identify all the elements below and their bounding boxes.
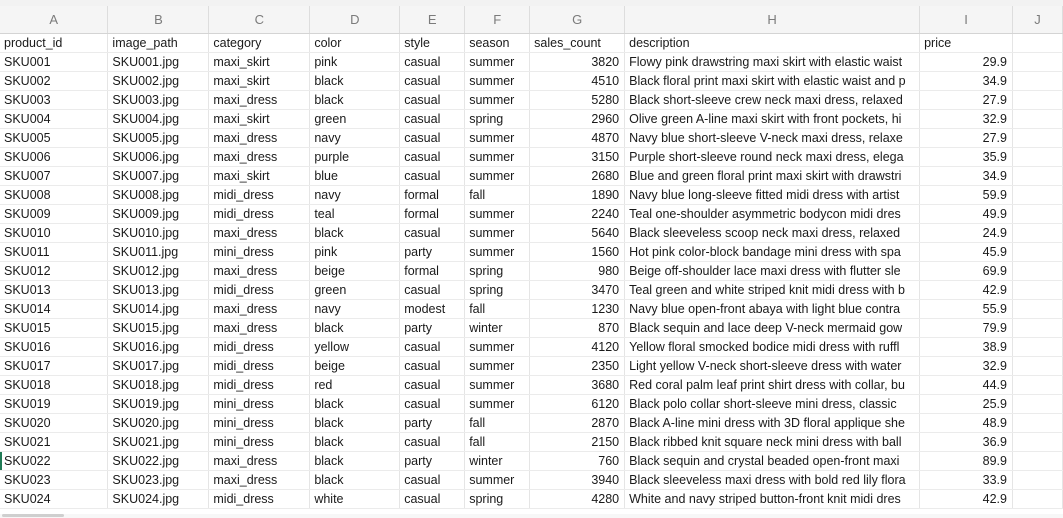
cell[interactable]: 48.9 (920, 414, 1013, 433)
cell[interactable]: 980 (530, 262, 625, 281)
cell[interactable]: green (310, 110, 400, 129)
cell[interactable]: SKU011.jpg (108, 243, 209, 262)
column-header-row (0, 6, 1063, 34)
column-header-f[interactable]: F (465, 6, 530, 34)
cell[interactable]: mini_dress (209, 395, 310, 414)
cell[interactable]: summer (465, 129, 530, 148)
cell[interactable]: 69.9 (920, 262, 1013, 281)
cell[interactable]: party (400, 243, 465, 262)
cell[interactable]: maxi_skirt (209, 53, 310, 72)
cell[interactable]: maxi_skirt (209, 110, 310, 129)
cell[interactable]: fall (465, 300, 530, 319)
cell[interactable]: 3820 (530, 53, 625, 72)
cell[interactable]: 49.9 (920, 205, 1013, 224)
column-header-a[interactable]: A (0, 6, 108, 34)
table-row (0, 433, 1063, 452)
table-row (0, 262, 1063, 281)
cell[interactable]: SKU014 (0, 300, 108, 319)
cell[interactable]: 2150 (530, 433, 625, 452)
table-row (0, 167, 1063, 186)
cell[interactable]: black (310, 91, 400, 110)
header-cell[interactable] (1013, 34, 1063, 53)
cell[interactable]: 55.9 (920, 300, 1013, 319)
cell[interactable]: casual (400, 167, 465, 186)
cell[interactable]: SKU003.jpg (108, 91, 209, 110)
cell[interactable]: 89.9 (920, 452, 1013, 471)
table-row (0, 186, 1063, 205)
cell[interactable]: midi_dress (209, 376, 310, 395)
cell[interactable]: Black short-sleeve crew neck maxi dress, relaxed (625, 91, 920, 110)
cell[interactable]: 760 (530, 452, 625, 471)
cell[interactable]: casual (400, 224, 465, 243)
cell[interactable]: 4510 (530, 72, 625, 91)
cell[interactable] (1013, 243, 1063, 262)
cell[interactable] (1013, 357, 1063, 376)
cell[interactable]: maxi_dress (209, 262, 310, 281)
cell[interactable]: SKU009.jpg (108, 205, 209, 224)
cell[interactable]: casual (400, 72, 465, 91)
cell[interactable]: beige (310, 262, 400, 281)
cell[interactable]: SKU010 (0, 224, 108, 243)
cell[interactable]: maxi_dress (209, 319, 310, 338)
cell[interactable]: SKU012 (0, 262, 108, 281)
table-row (0, 452, 1063, 471)
cell[interactable]: casual (400, 281, 465, 300)
cell[interactable]: SKU009 (0, 205, 108, 224)
column-header-j[interactable]: J (1013, 6, 1063, 34)
cell[interactable]: blue (310, 167, 400, 186)
cell[interactable]: SKU004 (0, 110, 108, 129)
header-cell[interactable]: category (209, 34, 310, 53)
cell[interactable]: formal (400, 262, 465, 281)
table-row (0, 490, 1063, 509)
cell[interactable]: Black sleeveless maxi dress with bold red lily flora (625, 471, 920, 490)
cell[interactable]: Light yellow V-neck short-sleeve dress with water (625, 357, 920, 376)
cell[interactable]: 34.9 (920, 72, 1013, 91)
cell[interactable]: SKU018.jpg (108, 376, 209, 395)
cell[interactable]: 1230 (530, 300, 625, 319)
cell[interactable]: black (310, 319, 400, 338)
cell[interactable] (1013, 224, 1063, 243)
table-row (0, 243, 1063, 262)
column-header-h[interactable]: H (625, 6, 920, 34)
column-header-i[interactable]: I (920, 6, 1013, 34)
cell[interactable]: SKU013 (0, 281, 108, 300)
cell[interactable]: Hot pink color-block bandage mini dress with spa (625, 243, 920, 262)
table-row (0, 91, 1063, 110)
cell[interactable]: mini_dress (209, 414, 310, 433)
cell[interactable] (1013, 91, 1063, 110)
cell[interactable]: party (400, 452, 465, 471)
cell[interactable]: navy (310, 186, 400, 205)
cell[interactable]: 2960 (530, 110, 625, 129)
cell[interactable]: SKU021.jpg (108, 433, 209, 452)
column-header-e[interactable]: E (400, 6, 465, 34)
cell[interactable]: 38.9 (920, 338, 1013, 357)
cell[interactable]: midi_dress (209, 186, 310, 205)
cell[interactable]: 36.9 (920, 433, 1013, 452)
table-row (0, 281, 1063, 300)
cell[interactable]: SKU018 (0, 376, 108, 395)
cell[interactable]: 34.9 (920, 167, 1013, 186)
cell[interactable]: SKU002.jpg (108, 72, 209, 91)
cell[interactable]: SKU002 (0, 72, 108, 91)
spreadsheet-grid (0, 6, 1063, 509)
cell[interactable]: SKU005.jpg (108, 129, 209, 148)
cell[interactable]: casual (400, 110, 465, 129)
cell[interactable]: summer (465, 224, 530, 243)
header-cell[interactable]: season (465, 34, 530, 53)
cell[interactable]: winter (465, 319, 530, 338)
cell[interactable]: Purple short-sleeve round neck maxi dress, elega (625, 148, 920, 167)
cell[interactable]: maxi_skirt (209, 72, 310, 91)
cell[interactable]: spring (465, 281, 530, 300)
cell[interactable]: formal (400, 186, 465, 205)
cell[interactable]: summer (465, 243, 530, 262)
header-cell[interactable]: color (310, 34, 400, 53)
cell[interactable]: mini_dress (209, 243, 310, 262)
cell[interactable]: 4120 (530, 338, 625, 357)
cell[interactable]: black (310, 72, 400, 91)
cell[interactable]: teal (310, 205, 400, 224)
cell[interactable]: summer (465, 205, 530, 224)
cell[interactable]: 1560 (530, 243, 625, 262)
cell[interactable] (1013, 452, 1063, 471)
cell[interactable]: casual (400, 91, 465, 110)
cell[interactable]: SKU019.jpg (108, 395, 209, 414)
cell[interactable]: black (310, 433, 400, 452)
header-cell[interactable]: style (400, 34, 465, 53)
cell[interactable] (1013, 110, 1063, 129)
cell[interactable]: Navy blue short-sleeve V-neck maxi dress, relaxe (625, 129, 920, 148)
cell[interactable]: maxi_dress (209, 471, 310, 490)
cell[interactable]: spring (465, 490, 530, 509)
cell[interactable] (1013, 72, 1063, 91)
cell[interactable]: casual (400, 490, 465, 509)
cell[interactable]: SKU007 (0, 167, 108, 186)
cell[interactable]: yellow (310, 338, 400, 357)
cell[interactable] (1013, 471, 1063, 490)
cell[interactable]: White and navy striped button-front knit midi dres (625, 490, 920, 509)
cell[interactable]: summer (465, 338, 530, 357)
cell[interactable]: black (310, 224, 400, 243)
cell[interactable]: midi_dress (209, 281, 310, 300)
cell[interactable] (1013, 490, 1063, 509)
cell[interactable]: summer (465, 167, 530, 186)
cell[interactable]: 32.9 (920, 110, 1013, 129)
cell[interactable] (1013, 300, 1063, 319)
cell[interactable]: 42.9 (920, 281, 1013, 300)
cell[interactable]: casual (400, 148, 465, 167)
table-row (0, 319, 1063, 338)
table-row (0, 110, 1063, 129)
cell[interactable]: 27.9 (920, 129, 1013, 148)
cell[interactable]: 5640 (530, 224, 625, 243)
cell[interactable]: 4870 (530, 129, 625, 148)
table-row (0, 224, 1063, 243)
cell[interactable]: SKU017.jpg (108, 357, 209, 376)
cell[interactable]: 1890 (530, 186, 625, 205)
cell[interactable] (1013, 53, 1063, 72)
cell[interactable]: mini_dress (209, 433, 310, 452)
cell[interactable]: SKU001.jpg (108, 53, 209, 72)
cell[interactable] (1013, 376, 1063, 395)
cell[interactable]: SKU020.jpg (108, 414, 209, 433)
table-row (0, 338, 1063, 357)
cell[interactable]: 44.9 (920, 376, 1013, 395)
cell[interactable]: 2870 (530, 414, 625, 433)
cell[interactable]: party (400, 414, 465, 433)
cell[interactable]: Blue and green floral print maxi skirt with drawstri (625, 167, 920, 186)
cell[interactable]: SKU007.jpg (108, 167, 209, 186)
cell[interactable]: SKU008 (0, 186, 108, 205)
cell[interactable]: casual (400, 471, 465, 490)
cell[interactable]: SKU006 (0, 148, 108, 167)
cell[interactable]: SKU022 (0, 452, 108, 471)
column-header-d[interactable]: D (310, 6, 400, 34)
cell[interactable]: SKU014.jpg (108, 300, 209, 319)
cell[interactable] (1013, 414, 1063, 433)
cell[interactable]: spring (465, 262, 530, 281)
cell[interactable]: summer (465, 471, 530, 490)
cell[interactable]: maxi_dress (209, 452, 310, 471)
cell[interactable]: SKU015.jpg (108, 319, 209, 338)
cell[interactable]: winter (465, 452, 530, 471)
table-row (0, 414, 1063, 433)
cell[interactable]: black (310, 414, 400, 433)
cell[interactable]: maxi_dress (209, 129, 310, 148)
cell[interactable] (1013, 129, 1063, 148)
cell[interactable]: Beige off-shoulder lace maxi dress with flutter sle (625, 262, 920, 281)
cell[interactable]: summer (465, 376, 530, 395)
cell[interactable]: 27.9 (920, 91, 1013, 110)
cell[interactable]: SKU020 (0, 414, 108, 433)
cell[interactable]: SKU004.jpg (108, 110, 209, 129)
cell[interactable]: SKU011 (0, 243, 108, 262)
cell[interactable]: SKU019 (0, 395, 108, 414)
table-row (0, 471, 1063, 490)
cell[interactable]: 2680 (530, 167, 625, 186)
cell[interactable]: SKU024 (0, 490, 108, 509)
table-row (0, 129, 1063, 148)
cell[interactable] (1013, 262, 1063, 281)
cell[interactable]: midi_dress (209, 205, 310, 224)
cell[interactable]: red (310, 376, 400, 395)
cell[interactable]: Black sequin and crystal beaded open-front maxi (625, 452, 920, 471)
cell[interactable]: 2350 (530, 357, 625, 376)
cell[interactable]: casual (400, 338, 465, 357)
cell[interactable]: spring (465, 110, 530, 129)
cell[interactable]: 25.9 (920, 395, 1013, 414)
cell[interactable]: 45.9 (920, 243, 1013, 262)
cell[interactable] (1013, 433, 1063, 452)
column-header-g[interactable]: G (530, 6, 625, 34)
cell[interactable]: SKU006.jpg (108, 148, 209, 167)
table-row (0, 148, 1063, 167)
cell[interactable]: green (310, 281, 400, 300)
cell[interactable]: 4280 (530, 490, 625, 509)
scrollbar-thumb[interactable] (2, 514, 64, 517)
cell[interactable]: 3470 (530, 281, 625, 300)
cell[interactable] (1013, 148, 1063, 167)
cell[interactable]: summer (465, 91, 530, 110)
cell[interactable]: SKU023 (0, 471, 108, 490)
cell[interactable]: Teal one-shoulder asymmetric bodycon midi dres (625, 205, 920, 224)
table-row (0, 205, 1063, 224)
cell[interactable]: 3680 (530, 376, 625, 395)
cell[interactable]: navy (310, 300, 400, 319)
cell[interactable]: Black sleeveless scoop neck maxi dress, relaxed (625, 224, 920, 243)
table-row (0, 72, 1063, 91)
header-cell[interactable]: description (625, 34, 920, 53)
cell[interactable] (1013, 319, 1063, 338)
header-cell[interactable]: price (920, 34, 1013, 53)
cell[interactable]: fall (465, 433, 530, 452)
cell[interactable]: midi_dress (209, 357, 310, 376)
cell[interactable] (1013, 186, 1063, 205)
horizontal-scrollbar[interactable] (0, 514, 1063, 518)
cell[interactable]: maxi_dress (209, 300, 310, 319)
cell[interactable]: summer (465, 53, 530, 72)
cell[interactable] (1013, 395, 1063, 414)
column-header-c[interactable]: C (209, 6, 310, 34)
cell[interactable]: maxi_dress (209, 148, 310, 167)
header-cell[interactable]: product_id (0, 34, 108, 53)
table-row (0, 300, 1063, 319)
cell[interactable]: casual (400, 357, 465, 376)
cell[interactable]: casual (400, 53, 465, 72)
cell[interactable]: SKU010.jpg (108, 224, 209, 243)
cell[interactable]: Black sequin and lace deep V-neck mermaid gow (625, 319, 920, 338)
cell[interactable] (1013, 167, 1063, 186)
cell[interactable]: 2240 (530, 205, 625, 224)
cell[interactable]: Black A-line mini dress with 3D floral applique she (625, 414, 920, 433)
column-header-b[interactable]: B (108, 6, 209, 34)
cell[interactable]: fall (465, 186, 530, 205)
cell[interactable]: summer (465, 395, 530, 414)
cell[interactable]: summer (465, 357, 530, 376)
cell[interactable]: pink (310, 53, 400, 72)
cell[interactable]: SKU016.jpg (108, 338, 209, 357)
cell[interactable]: midi_dress (209, 338, 310, 357)
cell[interactable]: 3150 (530, 148, 625, 167)
cell[interactable]: SKU017 (0, 357, 108, 376)
cell[interactable]: Yellow floral smocked bodice midi dress with ruffl (625, 338, 920, 357)
cell[interactable]: 35.9 (920, 148, 1013, 167)
cell[interactable]: 5280 (530, 91, 625, 110)
cell[interactable]: Black floral print maxi skirt with elastic waist and p (625, 72, 920, 91)
cell[interactable]: 29.9 (920, 53, 1013, 72)
cell[interactable]: SKU021 (0, 433, 108, 452)
cell[interactable]: modest (400, 300, 465, 319)
cell[interactable]: fall (465, 414, 530, 433)
cell[interactable]: Red coral palm leaf print shirt dress with collar, bu (625, 376, 920, 395)
cell[interactable] (1013, 205, 1063, 224)
cell[interactable]: SKU013.jpg (108, 281, 209, 300)
header-cell[interactable]: sales_count (530, 34, 625, 53)
cell[interactable]: 6120 (530, 395, 625, 414)
cell[interactable]: Black polo collar short-sleeve mini dress, classic (625, 395, 920, 414)
cell[interactable]: Black ribbed knit square neck mini dress with ball (625, 433, 920, 452)
cell[interactable]: black (310, 471, 400, 490)
cell[interactable]: 59.9 (920, 186, 1013, 205)
cell[interactable]: casual (400, 395, 465, 414)
cell[interactable]: party (400, 319, 465, 338)
cell[interactable]: casual (400, 129, 465, 148)
cell[interactable]: SKU001 (0, 53, 108, 72)
cell[interactable]: Olive green A-line maxi skirt with front pockets, hi (625, 110, 920, 129)
cell[interactable]: casual (400, 433, 465, 452)
table-row (0, 376, 1063, 395)
cell[interactable]: SKU003 (0, 91, 108, 110)
cell[interactable]: SKU012.jpg (108, 262, 209, 281)
cell[interactable]: SKU015 (0, 319, 108, 338)
cell[interactable]: 32.9 (920, 357, 1013, 376)
cell[interactable]: black (310, 452, 400, 471)
cell[interactable]: casual (400, 376, 465, 395)
table-row (0, 395, 1063, 414)
cell[interactable]: 3940 (530, 471, 625, 490)
cell[interactable]: 24.9 (920, 224, 1013, 243)
cell[interactable]: pink (310, 243, 400, 262)
cell[interactable]: SKU016 (0, 338, 108, 357)
cell[interactable]: white (310, 490, 400, 509)
cell[interactable]: SKU023.jpg (108, 471, 209, 490)
table-header-row (0, 34, 1063, 53)
cell[interactable]: Navy blue open-front abaya with light blue contra (625, 300, 920, 319)
cell[interactable]: maxi_skirt (209, 167, 310, 186)
cell[interactable]: purple (310, 148, 400, 167)
cell[interactable]: navy (310, 129, 400, 148)
cell[interactable]: SKU022.jpg (108, 452, 209, 471)
cell[interactable]: maxi_dress (209, 224, 310, 243)
cell[interactable]: Navy blue long-sleeve fitted midi dress with artist (625, 186, 920, 205)
cell[interactable] (1013, 281, 1063, 300)
cell[interactable] (1013, 338, 1063, 357)
cell[interactable]: SKU024.jpg (108, 490, 209, 509)
cell[interactable]: summer (465, 148, 530, 167)
cell[interactable]: black (310, 395, 400, 414)
cell[interactable]: 42.9 (920, 490, 1013, 509)
cell[interactable]: midi_dress (209, 490, 310, 509)
cell[interactable]: SKU005 (0, 129, 108, 148)
cell[interactable]: formal (400, 205, 465, 224)
cell[interactable]: summer (465, 72, 530, 91)
cell[interactable]: SKU008.jpg (108, 186, 209, 205)
cell[interactable]: maxi_dress (209, 91, 310, 110)
sheet-body (0, 34, 1063, 509)
cell[interactable]: beige (310, 357, 400, 376)
cell[interactable]: Flowy pink drawstring maxi skirt with elastic waist (625, 53, 920, 72)
table-row (0, 357, 1063, 376)
table-row (0, 53, 1063, 72)
header-cell[interactable]: image_path (108, 34, 209, 53)
cell[interactable]: 33.9 (920, 471, 1013, 490)
cell[interactable]: 870 (530, 319, 625, 338)
cell[interactable]: 79.9 (920, 319, 1013, 338)
cell[interactable]: Teal green and white striped knit midi dress with b (625, 281, 920, 300)
